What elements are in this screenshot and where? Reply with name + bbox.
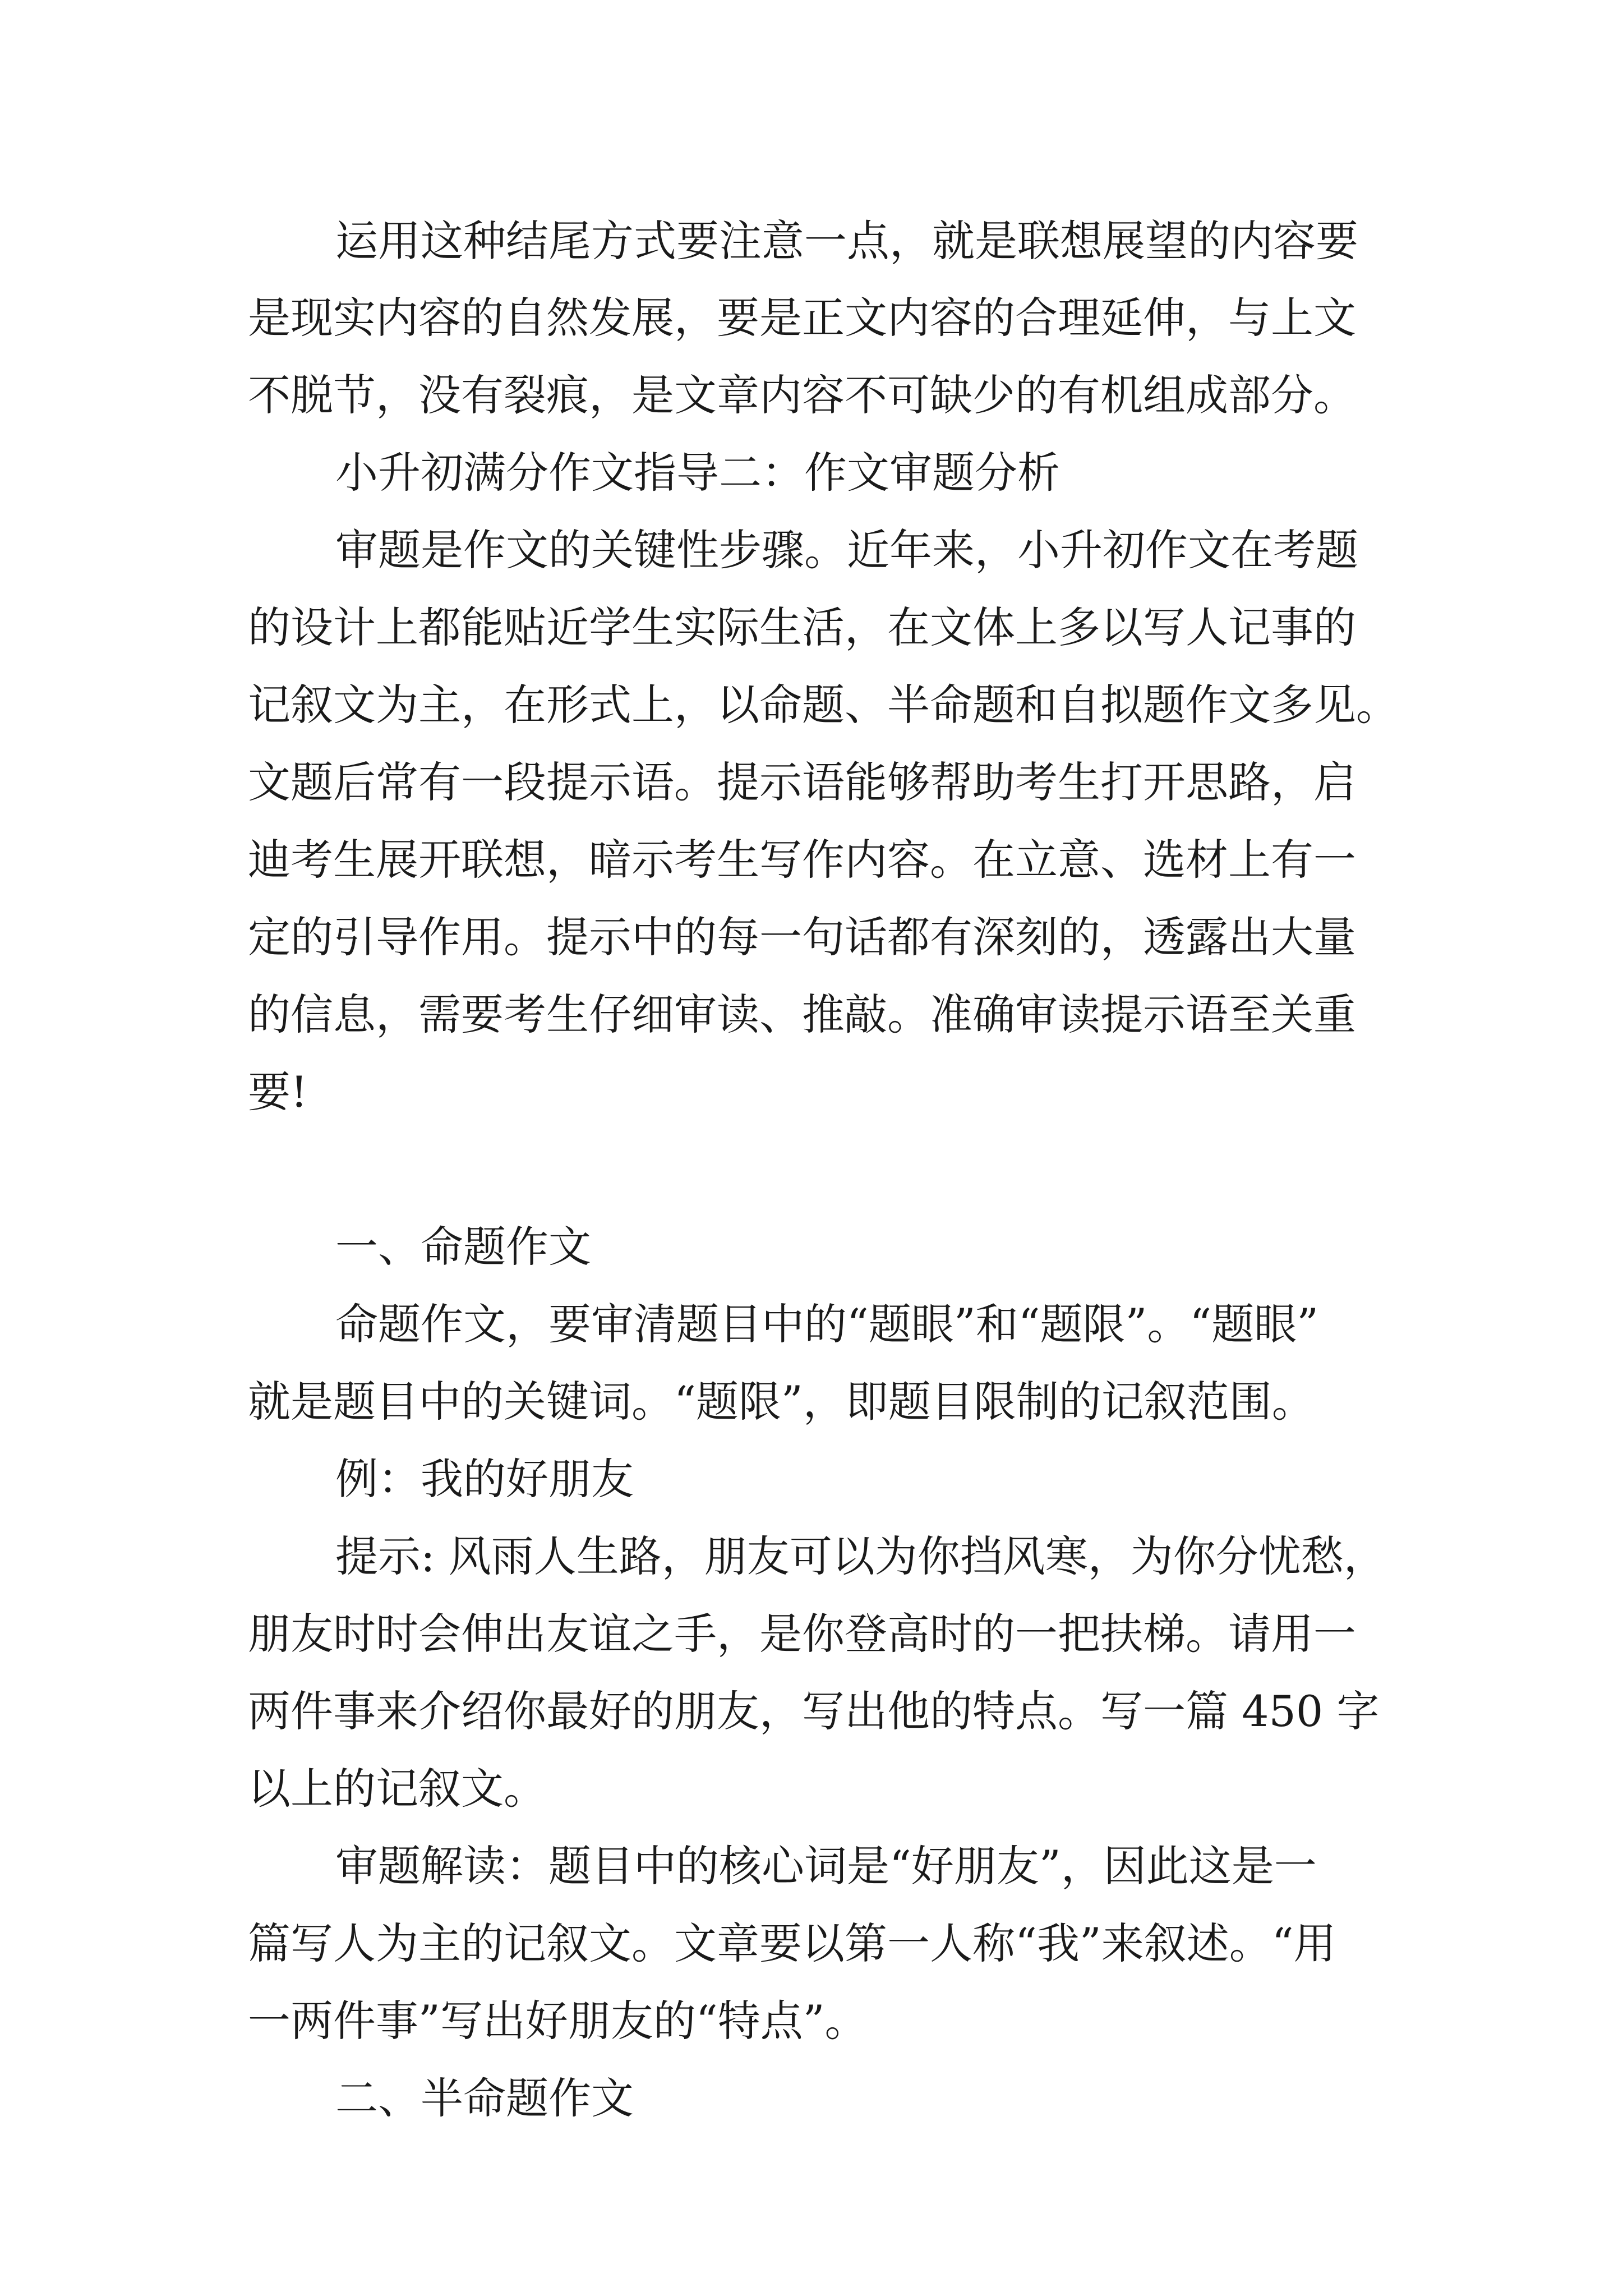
paragraph-line: 定的引导作用。提示中的每一句话都有深刻的，透露出大量 [248, 912, 1356, 962]
paragraph-line: 不脱节，没有裂痕，是文章内容不可缺少的有机组成部分。 [248, 370, 1356, 420]
section-heading: 小升初满分作文指导二：作文审题分析 [335, 448, 1060, 498]
paragraph-line: 两件事来介绍你最好的朋友，写出他的特点。写一篇 450 字 [248, 1686, 1380, 1736]
paragraph-line: 审题解读：题目中的核心词是“好朋友”，因此这是一 [335, 1841, 1317, 1891]
paragraph-line: 迪考生展开联想，暗示考生写作内容。在立意、选材上有一 [248, 835, 1356, 885]
paragraph-line: 审题是作文的关键性步骤。近年来，小升初作文在考题 [335, 525, 1358, 575]
paragraph-line: 朋友时时会伸出友谊之手，是你登高时的一把扶梯。请用一 [248, 1609, 1356, 1659]
paragraph-line: 运用这种结尾方式要注意一点，就是联想展望的内容要 [335, 216, 1358, 266]
paragraph-line: 提示: 风雨人生路，朋友可以为你挡风寒，为你分忧愁， [335, 1531, 1386, 1581]
paragraph-line: 命题作文，要审清题目中的“题眼”和“题限”。“题眼” [335, 1299, 1319, 1349]
paragraph-line: 要! [248, 1067, 308, 1117]
paragraph-line: 以上的记叙文。 [248, 1764, 546, 1814]
paragraph-line: 一两件事”写出好朋友的“特点”。 [248, 1996, 868, 2046]
paragraph-line: 文题后常有一段提示语。提示语能够帮助考生打开思路，启 [248, 757, 1356, 807]
paragraph-line: 的设计上都能贴近学生实际生活，在文体上多以写人记事的 [248, 602, 1356, 652]
paragraph-line: 的信息，需要考生仔细审读、推敲。准确审读提示语至关重 [248, 990, 1356, 1039]
paragraph-line: 篇写人为主的记叙文。文章要以第一人称“我”来叙述。“用 [248, 1918, 1336, 1968]
example-title: 例：我的好朋友 [335, 1454, 634, 1504]
section-heading: 二、半命题作文 [335, 2073, 634, 2123]
paragraph-line: 就是题目中的关键词。“题限”，即题目限制的记叙范围。 [248, 1377, 1315, 1427]
section-heading: 一、命题作文 [335, 1222, 591, 1272]
paragraph-line: 是现实内容的自然发展，要是正文内容的合理延伸，与上文 [248, 293, 1356, 343]
paragraph-line: 记叙文为主，在形式上，以命题、半命题和自拟题作文多见。 [248, 680, 1399, 730]
